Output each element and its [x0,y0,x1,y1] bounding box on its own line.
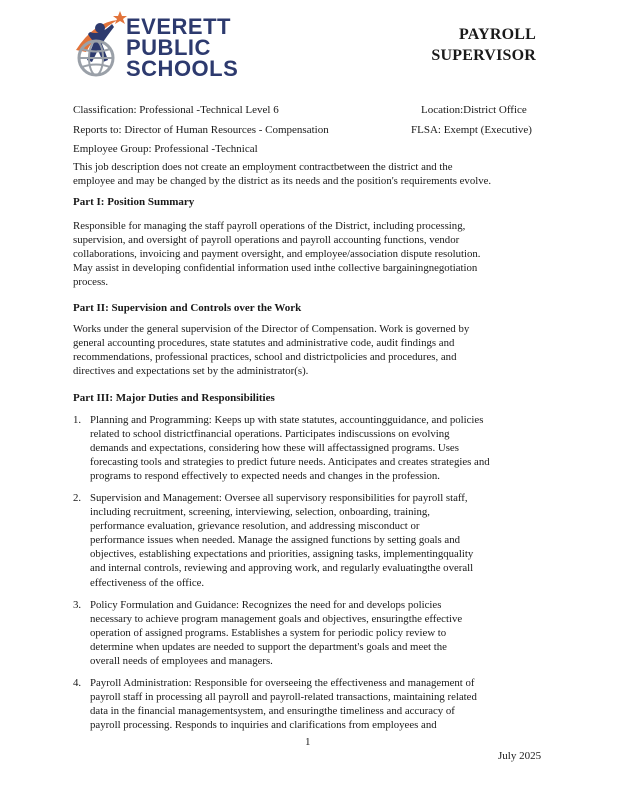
duty-line: performance issues when needed. Manage the assigned functions by setting goals and [90,534,460,547]
position-summary [73,219,543,289]
title-line-1: PAYROLL [459,26,536,43]
logo-line-2: PUBLIC [126,35,211,60]
flsa-status: FLSA: Exempt (Executive) [411,124,532,136]
duty-line: forecasting tools and strategies to predict future needs. Anticipates and creates strategies and [90,456,490,469]
duty-line: necessary to achieve program management goals and objectives, ensuringthe effective [90,613,463,626]
logo-wordmark [126,16,238,79]
summary-line: supervision, and oversight of payroll operations and payroll accounting functions, vendor [73,234,460,247]
footer-date: July 2025 [498,750,542,762]
part-3-heading: Part III: Major Duties and Responsibilities [73,392,275,404]
title-line-2: SUPERVISOR [431,47,536,64]
supervision-line: directives and expectations set by the administrator(s). [73,365,309,378]
duty-number: 4. [73,677,82,689]
duty-line: effectiveness of the office. [90,576,205,589]
supervision-line: Works under the general supervision of the Director of Compensation. Work is governed by [73,323,470,335]
page-number: 1 [305,736,311,748]
employee-group: Employee Group: Professional -Technical [73,143,258,155]
summary-line: process. [73,276,109,289]
duty-number: 2. [73,492,82,504]
part-1-heading: Part I: Position Summary [73,196,195,208]
duty-line: Payroll Administration: Responsible for overseeing the effectiveness and management of [90,677,475,689]
duty-line: Supervision and Management: Oversee all supervisory responsibilities for payroll staff, [90,492,468,504]
summary-line: Responsible for managing the staff payroll operations of the District, including processing, [73,220,466,232]
duty-line: performance evaluation, grievance resolution, and addressing misconduct or [90,520,420,533]
duty-line: operation of assigned programs. Establishes a system for periodic policy review to [90,627,447,640]
duty-line: related to school districtfinancial operations. Participates indiscussions on evolving [90,428,450,441]
duty-line: payroll staff in processing all payroll and payroll-related transactions, maintaining related [90,691,477,704]
classification: Classification: Professional -Technical Level 6 [73,104,279,116]
part-2-heading: Part II: Supervision and Controls over the Work [73,302,302,314]
duty-number: 3. [73,599,82,611]
duty-line: Policy Formulation and Guidance: Recognizes the need for and develops policies [90,599,442,611]
summary-line: collaborations, invoicing and payment oversight, and employee/association dispute resolution. [73,248,481,261]
duty-line: programs to respond effectively to expected needs and changes in the profession. [90,470,440,483]
duty-line: and internal controls, reviewing and approving work, and regularly evaluatingthe overall [90,562,474,575]
supervision-line: general accounting procedures, state statutes and administrative code, audit findings and [73,337,455,350]
intro-paragraph [73,160,543,188]
duty-line: payroll processing. Responds to inquiries and clarifications from employees and [90,719,437,732]
duty-line: objectives, establishing expectations and priorities, assigning tasks, implementingquality [90,548,474,561]
summary-line: May assist in developing confidential information used inthe collective bargainingnegotiation [73,262,478,275]
location: Location:District Office [421,104,527,116]
document-title [424,24,536,66]
logo-line-1: EVERETT [126,14,231,39]
logo-mark-icon [72,10,132,82]
duty-line: data in the financial managementsystem, and ensuringthe timeliness and accuracy of [90,705,455,718]
duty-line: demands and expectations, considering how these will affectassigned programs. Uses [90,442,459,455]
duty-line: overall needs of employees and managers. [90,655,273,668]
duty-line: determine when updates are needed to support the department's goals and meet the [90,641,447,654]
supervision-line: recommendations, professional practices, school and districtpolicies and procedures, and [73,351,457,364]
logo-line-3: SCHOOLS [126,56,239,81]
reports-to: Reports to: Director of Human Resources - Compensation [73,124,329,136]
duty-line: including recruitment, screening, interviewing, selection, onboarding, training, [90,506,431,519]
duty-line: Planning and Programming: Keeps up with state statutes, accountingguidance, and policies [90,414,484,426]
intro-line: employee and may be changed by the district as its needs and the position's requirements evolve. [73,175,492,188]
duty-number: 1. [73,414,82,426]
supervision-paragraph [73,322,543,378]
intro-line: This job description does not create an employment contractbetween the district and the [73,161,453,173]
